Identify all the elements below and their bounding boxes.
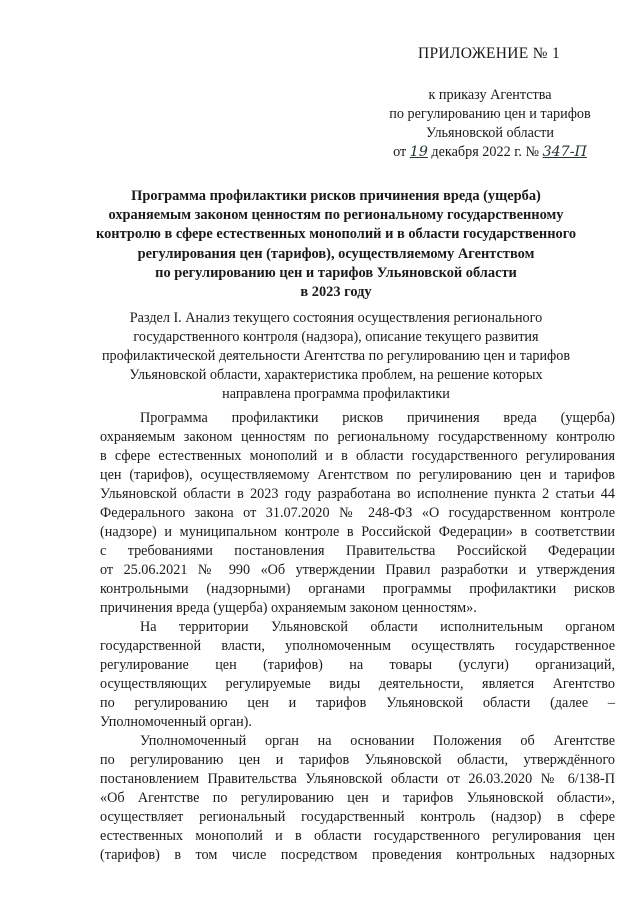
text-line: контрольными (надзорными) органами программы профилактики рисков	[100, 581, 615, 597]
order-reference	[370, 86, 610, 162]
body-text	[100, 409, 615, 865]
paragraph	[100, 732, 615, 865]
text-line: в сфере естественных монополий и в области государственного регулирования	[100, 448, 615, 464]
text-line: «Об Агентстве по регулированию цен и тарифов Ульяновской области»,	[100, 790, 615, 806]
text-line: естественных монополий и в области государственного регулирования цен	[100, 828, 615, 844]
order-date-line	[370, 143, 610, 162]
text-line: Ульяновской области в 2023 году разработана во исполнение пункта 2 статьи 44	[100, 486, 615, 502]
title-line: по регулированию цен и тарифов Ульяновской области	[155, 264, 517, 281]
order-line: к приказу Агентства	[428, 87, 552, 103]
date-prefix: от	[393, 144, 407, 160]
text-line: Уполномоченный орган).	[100, 714, 252, 730]
text-line: причинения вреда (ущерба) охраняемым законом ценностям».	[100, 600, 477, 616]
text-line: охраняемым законом ценностям по региональному государственному контролю	[100, 429, 615, 445]
section-line: направлена программа профилактики	[222, 386, 450, 402]
section-line: Ульяновской области, характеристика проблем, на решение которых	[129, 367, 543, 383]
paragraph	[100, 409, 615, 618]
text-line: регулирование цен (тарифов) на товары (услуги) организаций,	[100, 657, 615, 673]
title-line: в 2023 году	[300, 284, 372, 301]
text-line: (надзоре) и муниципальном контроле в Российской Федерации» в соответствии	[100, 524, 615, 540]
order-line: по регулированию цен и тарифов	[389, 106, 591, 122]
section-line: государственного контроля (надзора), описание текущего развития	[133, 329, 539, 345]
title-line: регулирования цен (тарифов), осуществляемому Агентством	[137, 245, 535, 262]
text-line: цен (тарифов), осуществляемому Агентством по регулированию цен и тарифов	[100, 467, 615, 483]
handwritten-day: 19	[409, 144, 428, 160]
title-line: контролю в сфере естественных монополий и в области государственного	[96, 226, 577, 243]
appendix-heading: ПРИЛОЖЕНИЕ № 1	[418, 45, 561, 62]
text-line: по регулированию цен и тарифов Ульяновской области, утверждённого	[100, 752, 615, 768]
text-line: (тарифов) в том числе посредством проведения контрольных надзорных	[100, 847, 615, 863]
date-rest: декабря 2022 г. №	[431, 144, 540, 160]
program-title	[96, 187, 576, 302]
text-line: Уполномоченный орган на основании Положения об Агентстве	[140, 733, 615, 749]
title-line: Программа профилактики рисков причинения вреда (ущерба)	[131, 188, 541, 204]
text-line: от 25.06.2021 № 990 «Об утверждении Правил разработки и утверждения	[100, 562, 615, 578]
text-line: с требованиями постановления Правительства Российской Федерации	[100, 543, 615, 559]
section-line: Раздел I. Анализ текущего состояния осуществления регионального	[129, 310, 543, 326]
order-line: Ульяновской области	[426, 125, 554, 141]
text-line: осуществляющих регулируемые виды деятельности, является Агентство	[100, 676, 615, 692]
handwritten-order-number: 347-П	[542, 144, 587, 160]
text-line: по регулированию цен и тарифов Ульяновской области (далее –	[100, 695, 615, 711]
text-line: На территории Ульяновской области исполнительным органом	[140, 619, 615, 635]
section-line: профилактической деятельности Агентства по регулированию цен и тарифов	[101, 348, 571, 364]
text-line: осуществляет региональный государственный контроль (надзор) в сфере	[100, 809, 615, 825]
paragraph	[100, 618, 615, 732]
title-line: охраняемым законом ценностям по региональному государственному	[108, 207, 564, 224]
text-line: государственной власти, уполномоченным осуществлять государственное	[100, 638, 615, 654]
text-line: Федерального закона от 31.07.2020 № 248-ФЗ «О государственном контроле	[100, 505, 615, 521]
text-line: Программа профилактики рисков причинения вреда (ущерба)	[140, 410, 615, 426]
text-line: постановлением Правительства Ульяновской области от 26.03.2020 № 6/138-П	[100, 771, 615, 787]
section-title	[96, 309, 576, 404]
